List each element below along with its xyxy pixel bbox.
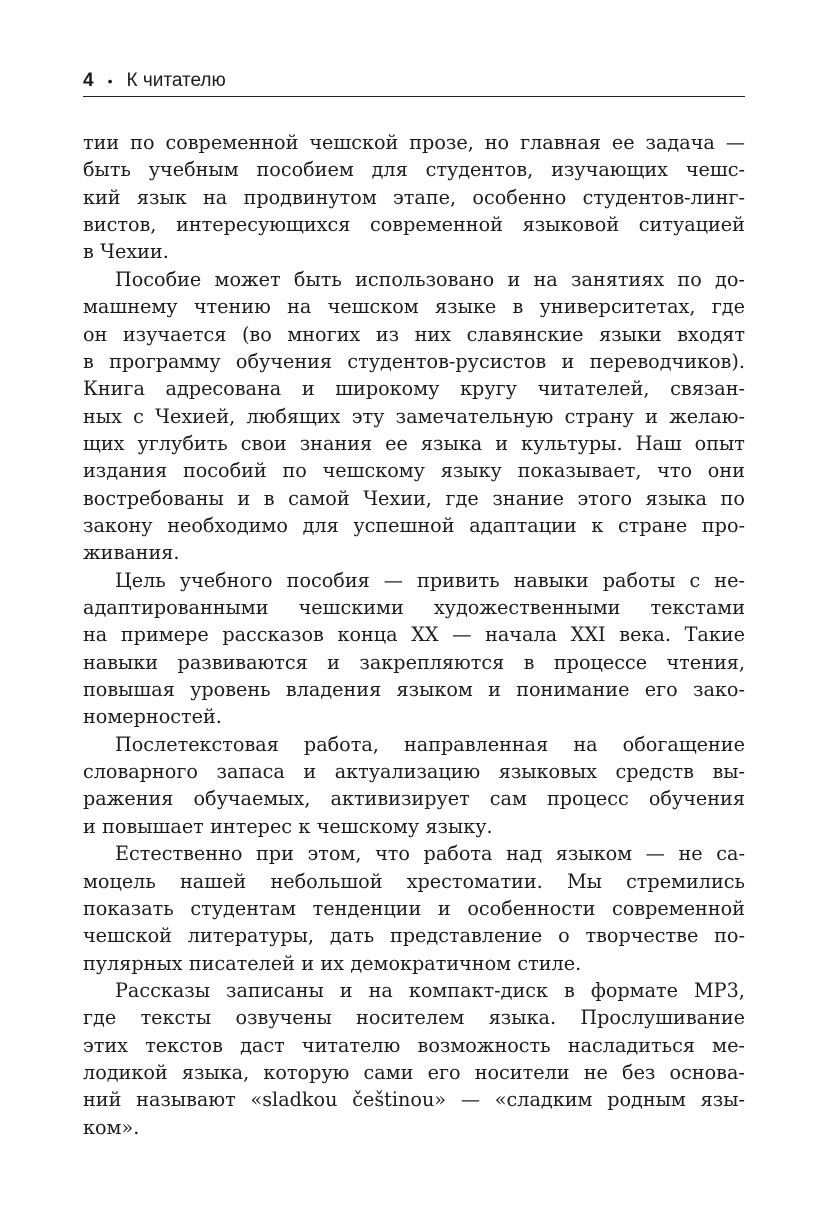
text-line: на примере рассказов конца XX — начала XXI века. Такие <box>83 623 745 647</box>
text-line: востребованы и в самой Чехии, где знание этого языка по <box>83 486 745 510</box>
text-line: навыки развиваются и закрепляются в процессе чтения, <box>83 650 745 674</box>
text-line: Пособие может быть использовано и на занятиях по до- <box>115 267 745 291</box>
text-line: пулярных писателей и их демократичном стиле. <box>83 951 582 975</box>
text-line: ных с Чехией, любящих эту замечательную страну и желаю- <box>83 404 745 428</box>
text-line: закону необходимо для успешной адаптации к стране про- <box>83 513 745 537</box>
text-line: быть учебным пособием для студентов, изучающих чешс- <box>83 158 745 182</box>
page-number: 4 <box>83 70 94 91</box>
text-line: живания. <box>83 541 180 565</box>
text-line: адаптированными чешскими художественными текстами <box>83 596 745 619</box>
text-line: лодикой языка, которую сами его носители не без основа- <box>83 1060 745 1084</box>
text-line: в Чехии. <box>83 240 169 264</box>
text-line: повышая уровень владения языком и понимание его зако- <box>83 678 745 701</box>
section-title: К читателю <box>126 70 226 91</box>
text-line: щих углубить свои знания ее языка и культуры. Наш опыт <box>83 431 745 455</box>
text-line: кий язык на продвинутом этапе, особенно студентов-линг- <box>83 185 745 209</box>
text-line: словарного запаса и актуализацию языковых средств вы- <box>83 760 745 784</box>
running-header <box>83 66 745 97</box>
text-line: Цель учебного пособия — привить навыки работы с не- <box>115 568 745 592</box>
text-line: и повышает интерес к чешскому языку. <box>83 814 493 838</box>
text-line: Рассказы записаны и на компакт-диск в формате MP3, <box>115 978 745 1002</box>
text-line: издания пособий по чешскому языку показывает, что они <box>83 459 745 483</box>
text-line: Книга адресована и широкому кругу читателей, связан- <box>83 377 745 401</box>
text-line: чешской литературы, дать представление о творчестве по- <box>83 924 745 948</box>
text-line: он изучается (во многих из них славянские языки входят <box>83 322 745 346</box>
text-line: показать студентам тенденции и особенности современной <box>83 896 745 920</box>
text-line: тии по современной чешской прозе, но главная ее задача — <box>83 131 745 154</box>
text-line: машнему чтению на чешском языке в университетах, где <box>83 295 745 319</box>
text-line: где тексты озвучены носителем языка. Прослушивание <box>83 1006 745 1030</box>
text-line: ний называют «sladkou češtinou» — «сладким родным язы- <box>83 1088 745 1112</box>
text-line: Послетекстовая работа, направленная на обогащение <box>115 732 745 756</box>
text-line: Естественно при этом, что работа над языком — не са- <box>115 842 745 866</box>
text-line: номерностей. <box>83 705 222 729</box>
text-line: этих текстов даст читателю возможность насладиться ме- <box>83 1033 745 1057</box>
text-line: ражения обучаемых, активизирует сам процесс обучения <box>83 787 745 811</box>
header-bullet: • <box>107 73 113 89</box>
text-line: вистов, интересующихся современной языковой ситуацией <box>83 213 745 237</box>
text-line: в программу обучения студентов-русистов и переводчиков). <box>83 349 745 373</box>
text-line: моцель нашей небольшой хрестоматии. Мы стремились <box>83 869 745 893</box>
text-line: ком». <box>83 1115 140 1139</box>
